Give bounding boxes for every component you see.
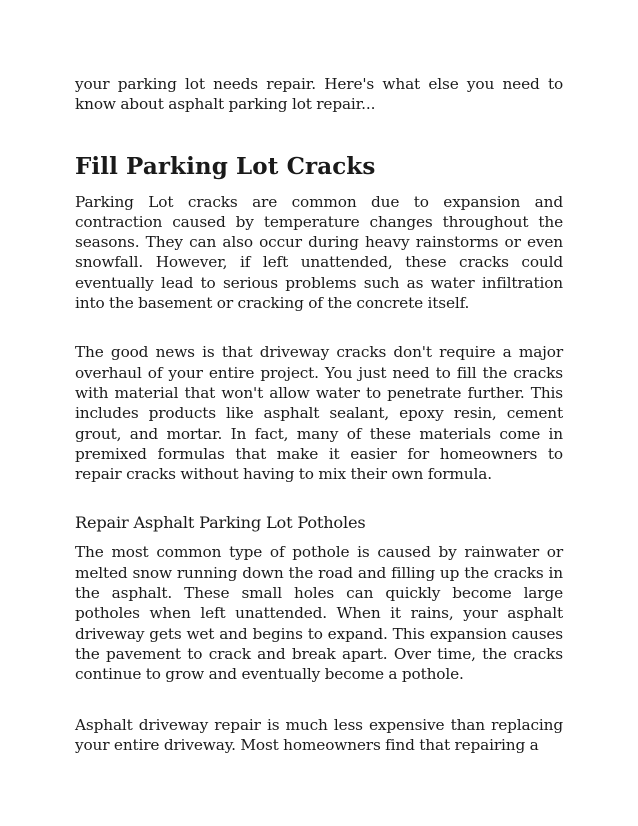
paragraph-cracks-good-news: The good news is that driveway cracks don't require a major overhaul of your entire project. You just need to fill the cracks with material that won't allow water to penetrate further. This includes products like asphalt sealant, epoxy resin, cement grout, and mortar. In fact, many of these materials come in premixed formulas that make it easier for homeowners to repair cracks without having to mix their own formula.	[75, 343, 563, 484]
paragraph-repair-cost: Asphalt driveway repair is much less expensive than replacing your entire driveway. Most homeowners find that repairing a	[75, 715, 563, 754]
section-heading-fill-cracks: Fill Parking Lot Cracks	[75, 152, 376, 180]
document-page	[75, 74, 563, 755]
intro-paragraph: your parking lot needs repair. Here's what else you need to know about asphalt parking lot repair...	[75, 75, 563, 114]
paragraph-pothole-causes: The most common type of pothole is caused by rainwater or melted snow running down the road and filling up the cracks in the asphalt. These small holes can quickly become large potholes when left unattended. When it rains, your asphalt driveway gets wet and begins to expand. This expansion causes the pavement to crack and break apart. Over time, the cracks continue to grow and eventually become a pothole.	[75, 543, 563, 684]
section-heading-potholes: Repair Asphalt Parking Lot Potholes	[75, 513, 366, 533]
paragraph-cracks-causes: Parking Lot cracks are common due to expansion and contraction caused by temperature changes throughout the seasons. They can also occur during heavy rainstorms or even snowfall. However, if left unattended, these cracks could eventually lead to serious problems such as water infiltration into the basement or cracking of the concrete itself.	[75, 192, 563, 313]
